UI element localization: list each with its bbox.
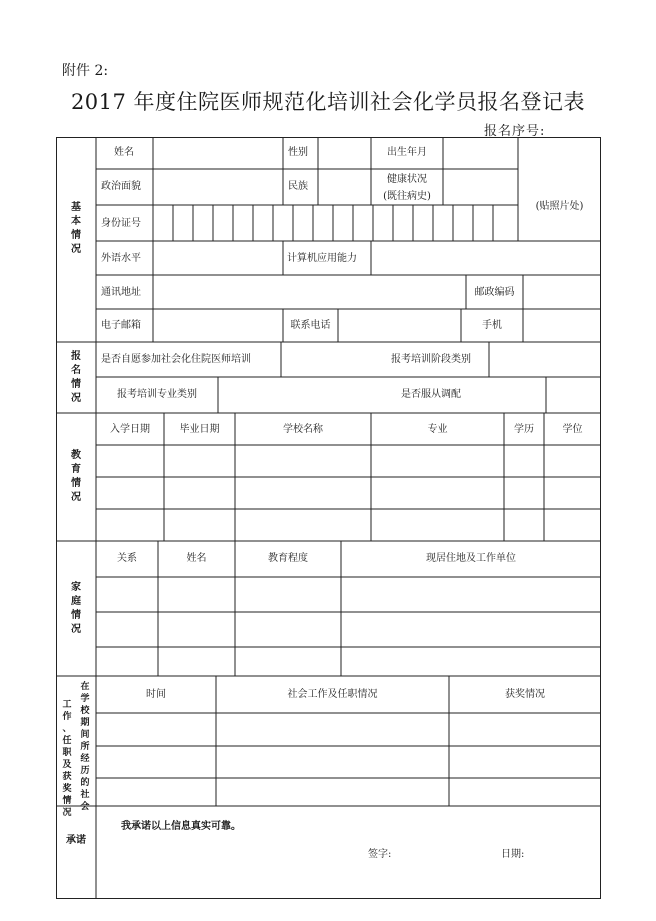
work-entry-rows[interactable]: [96, 713, 601, 806]
header-family-name: 姓名: [186, 553, 207, 564]
header-major: 专业: [427, 424, 448, 435]
section-label-work-a: 工 作 、 任 职 及 获 奖 情 况: [62, 700, 72, 818]
header-degree-level: 学历: [514, 424, 534, 435]
input-birth[interactable]: [443, 137, 518, 169]
header-enroll-date: 入学日期: [110, 424, 150, 435]
registration-form-table: [56, 137, 601, 899]
header-time: 时间: [146, 689, 166, 700]
label-date: 日期:: [501, 849, 525, 860]
label-health: 健康状况: [387, 174, 427, 185]
photo-area[interactable]: [518, 137, 601, 241]
input-email[interactable]: [153, 309, 283, 342]
label-computer: 计算机应用能力: [287, 253, 357, 264]
label-language: 外语水平: [101, 253, 141, 264]
label-politics: 政治面貌: [101, 181, 141, 192]
family-entry-rows[interactable]: [96, 577, 601, 676]
label-gender: 性别: [288, 147, 308, 158]
attachment-label: 附件 2:: [62, 63, 109, 79]
label-ethnicity: 民族: [288, 181, 308, 192]
input-computer[interactable]: [371, 241, 601, 275]
section-label-work-b: 在 学 校 期 间 所 经 历 的 社 会: [80, 682, 90, 812]
education-entry-rows[interactable]: [96, 445, 601, 541]
label-mobile: 手机: [482, 320, 502, 331]
label-email: 电子邮箱: [101, 320, 141, 331]
section-label-education: 教 育 情 况: [71, 450, 81, 503]
section-label-application: 报 名 情 况: [71, 351, 81, 404]
input-health[interactable]: [443, 169, 518, 205]
input-id-number[interactable]: [153, 205, 513, 241]
header-education-level: 教育程度: [268, 553, 308, 564]
input-voluntary[interactable]: [281, 342, 378, 377]
label-postcode: 邮政编码: [474, 287, 515, 298]
input-politics[interactable]: [153, 169, 283, 205]
label-name: 姓名: [114, 147, 134, 158]
input-signature[interactable]: [396, 843, 496, 865]
input-address[interactable]: [153, 275, 466, 309]
header-awards: 获奖情况: [505, 689, 545, 700]
section-label-family: 家 庭 情 况: [71, 582, 81, 635]
section-label-basic: 基 本 情 况: [71, 202, 81, 255]
pledge-statement: 我承诺以上信息真实可靠。: [121, 821, 241, 832]
header-residence-work: 现居住地及工作单位: [426, 553, 516, 564]
input-mobile[interactable]: [523, 309, 601, 342]
header-graduate-date: 毕业日期: [179, 424, 220, 435]
header-relation: 关系: [117, 553, 137, 564]
label-signature: 签字:: [368, 849, 392, 860]
input-name[interactable]: [153, 137, 283, 169]
input-obey[interactable]: [546, 377, 601, 413]
label-health-history: (既往病史): [383, 191, 431, 202]
label-voluntary: 是否自愿参加社会化住院医师培训: [101, 354, 251, 365]
input-stage[interactable]: [489, 342, 601, 377]
label-photo: (贴照片处): [535, 201, 584, 212]
header-school-name: 学校名称: [283, 424, 323, 435]
label-id-number: 身份证号: [101, 218, 141, 229]
input-date[interactable]: [530, 843, 598, 865]
label-major: 报考培训专业类别: [117, 389, 197, 400]
section-label-pledge: 承诺: [66, 835, 86, 846]
input-phone[interactable]: [338, 309, 461, 342]
serial-number-label: 报名序号:: [484, 124, 546, 139]
header-degree: 学位: [562, 424, 583, 435]
label-address: 通讯地址: [101, 287, 141, 298]
label-obey: 是否服从调配: [401, 389, 461, 400]
form-title: 2017 年度住院医师规范化培训社会化学员报名登记表: [70, 90, 586, 114]
input-language[interactable]: [153, 241, 283, 275]
label-stage: 报考培训阶段类别: [391, 354, 471, 365]
input-postcode[interactable]: [523, 275, 601, 309]
label-phone: 联系电话: [290, 320, 331, 331]
input-ethnicity[interactable]: [318, 169, 371, 205]
label-birth: 出生年月: [387, 147, 427, 158]
input-major[interactable]: [218, 377, 398, 413]
header-social-work: 社会工作及任职情况: [287, 689, 378, 700]
input-gender[interactable]: [318, 137, 371, 169]
